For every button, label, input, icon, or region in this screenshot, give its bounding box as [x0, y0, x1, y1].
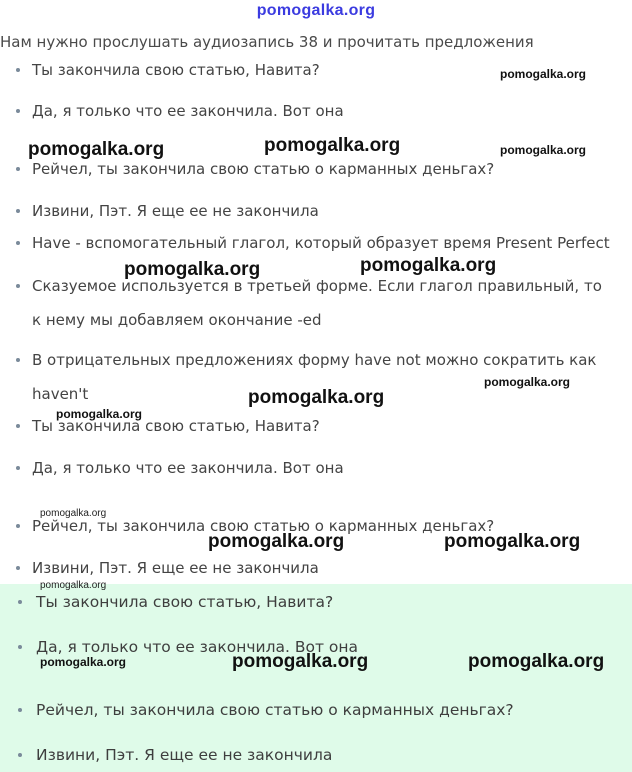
watermark-text: pomogalka.org [360, 255, 497, 276]
intro-text: Нам нужно прослушать аудиозапись 38 и прочитать предложения [0, 33, 534, 51]
watermark-text: pomogalka.org [40, 580, 107, 591]
watermark-text: pomogalka.org [56, 407, 143, 421]
highlighted-item: Извини, Пэт. Я еще ее не закончила [36, 738, 332, 772]
watermark-text: pomogalka.org [208, 531, 345, 552]
list-item: Извини, Пэт. Я еще ее не закончила [32, 194, 319, 228]
list-item: Ты закончила свою статью, Навита? [32, 53, 320, 87]
list-item: Да, я только что ее закончила. Вот она [32, 94, 344, 128]
watermark-text: pomogalka.org [248, 387, 385, 408]
watermark-text: pomogalka.org [500, 67, 587, 81]
highlighted-item: Рейчел, ты закончила свою статью о карманных деньгах? [36, 693, 514, 727]
site-header[interactable]: pomogalka.org [256, 2, 376, 19]
list-item: Извини, Пэт. Я еще ее не закончила [32, 551, 319, 585]
watermark-text: pomogalka.org [468, 651, 605, 672]
list-item: Have - вспомогательный глагол, который образует время Present Perfect [32, 226, 610, 260]
list-item: Ты закончила свою статью, Навита? [32, 409, 320, 443]
watermark-text: pomogalka.org [444, 531, 581, 552]
list-item: Рейчел, ты закончила свою статью о карманных деньгах? [32, 152, 494, 186]
list-item: Да, я только что ее закончила. Вот она [32, 451, 344, 485]
watermark-text: pomogalka.org [484, 375, 571, 389]
watermark-text: pomogalka.org [500, 143, 587, 157]
watermark-text: pomogalka.org [232, 651, 369, 672]
highlighted-item: Ты закончила свою статью, Навита? [36, 585, 333, 619]
watermark-text: pomogalka.org [124, 259, 261, 280]
watermark-text: pomogalka.org [28, 139, 165, 160]
list-item: Рейчел, ты закончила свою статью о карманных деньгах? [32, 509, 494, 543]
list-item: В отрицательных предложениях форму have not можно сократить как haven't [32, 343, 612, 411]
watermark-text: pomogalka.org [40, 655, 127, 669]
watermark-text: pomogalka.org [40, 508, 107, 519]
highlighted-item: Да, я только что ее закончила. Вот она [36, 630, 358, 664]
list-item: Сказуемое используется в третьей форме. Если глагол правильный, то к нему мы добавляем окончание -ed [32, 269, 612, 337]
watermark-text: pomogalka.org [264, 135, 401, 156]
